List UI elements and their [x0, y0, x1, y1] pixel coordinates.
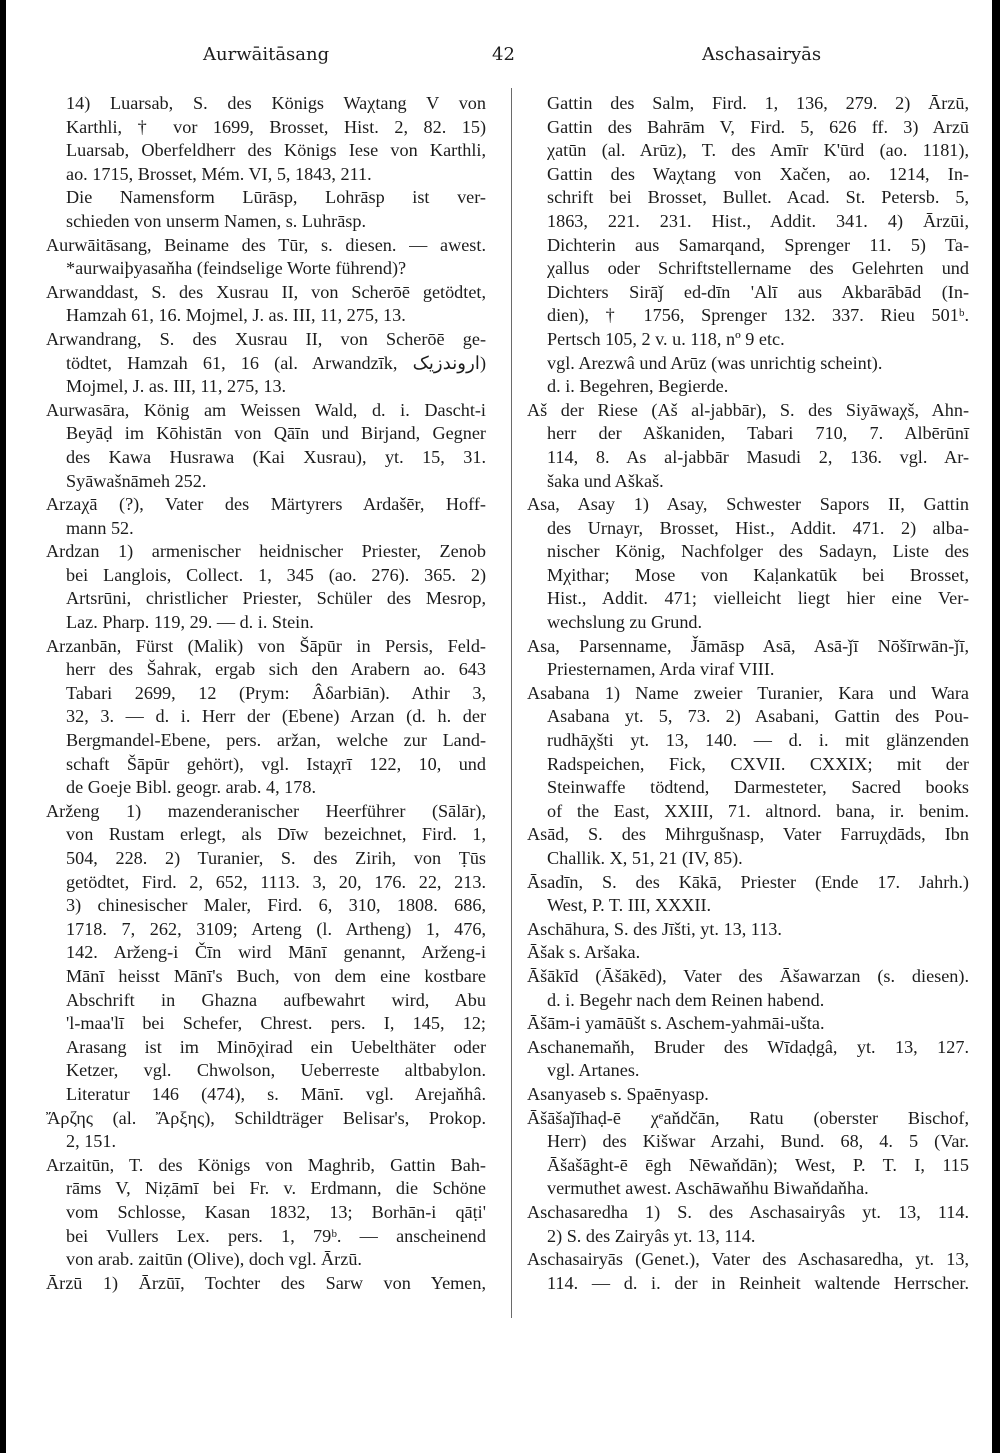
text-line: Arzaitūn, T. des Königs von Maghrib, Gattin Bah- — [46, 1154, 486, 1175]
text-line: getödtet, Fird. 2, 652, 1113. 3, 20, 176. 22, 213. — [66, 871, 486, 892]
text-line: of the East, XXIII, 71. altnord. bana, ir. benim. — [547, 800, 969, 821]
right-column — [527, 92, 969, 1295]
text-line: Gattin des Salm, Fird. 1, 136, 279. 2) Ārzū, — [547, 93, 969, 113]
header-left-catchword: Aurwāitāsang — [203, 44, 330, 65]
text-line: d. i. Begehr nach dem Reinen habend. — [547, 989, 825, 1010]
text-line: Pertsch 105, 2 v. u. 118, nº 9 etc. — [547, 328, 785, 349]
text-line: Āšāšaǰīhaḍ-ē χᵉaňdčān, Ratu (oberster Bischof, — [527, 1107, 969, 1128]
text-line: Aš der Riese (Aš al-jabbār), S. des Siyāwaχš, Ahn- — [527, 399, 969, 420]
text-line: Ἄρζης (al. Ἄρξης), Schildträger Belisar's, Prokop. — [46, 1107, 486, 1128]
text-line: Gattin des Waχtang von Xačen, ao. 1214, In- — [547, 163, 969, 184]
text-line: Aschasaredha 1) S. des Aschasairyâs yt. 13, 114. — [527, 1201, 969, 1222]
text-line: Mojmel, J. as. III, 11, 275, 13. — [66, 376, 287, 397]
text-line: Bergmandel-Ebene, pers. aržan, welche zur Land- — [66, 730, 486, 751]
text-line: Asabana 1) Name zweier Turanier, Kara und Wara — [527, 682, 969, 703]
text-line: Mχithar; Mose von Kaḷankatūk bei Brosset, — [547, 564, 969, 585]
column-divider — [511, 88, 512, 1318]
text-line: Steinwaffe tödtend, Darmesteter, Sacred books — [547, 777, 969, 798]
text-line: 504, 228. 2) Turanier, S. des Zirih, von Ṭūs — [66, 848, 486, 868]
text-line: Hist., Addit. 471; vielleicht liegt hier eine Ver- — [547, 588, 969, 609]
text-line: schaft Šāpūr gehört), vgl. Istaχrī 122, 10, und — [66, 753, 486, 774]
text-line: 14) Luarsab, S. des Königs Waχtang V von — [66, 93, 486, 113]
text-line: dien), † 1756, Sprenger 132. 337. Rieu 501ᵇ. — [547, 305, 969, 326]
text-line: Āšašāght-ē ēgh Nēwaňdān); West, P. T. I, 115 — [547, 1154, 969, 1175]
text-line: Gattin des Bahrām V, Fird. 5, 626 ff. 3) Arzū — [547, 116, 969, 137]
text-line: Die Namensform Lūrāsp, Lohrāsp ist ver- — [66, 187, 486, 208]
text-line: vom Schlosse, Kasan 1832, 13; Borhān-i qāṭi' — [66, 1201, 486, 1222]
text-line: Radspeichen, Fick, CXVII. CXXIX; mit der — [547, 753, 969, 774]
text-line: herr des Šahrak, ergab sich den Arabern ao. 643 — [66, 659, 486, 680]
text-line: herr der Aškaniden, Tabari 710, 7. Albērūnī — [547, 423, 969, 444]
text-line: vgl. Artanes. — [547, 1060, 640, 1081]
text-line: Āšām-i yamāūšt s. Aschem-yahmāi-ušta. — [527, 1013, 825, 1034]
text-line: χallus oder Schriftstellername des Gelehrten und — [547, 258, 969, 279]
text-line: von Rustam erlegt, als Dīw bezeichnet, Fird. 1, — [66, 824, 486, 845]
text-line: χatūn (al. Arūz), T. des Amīr K'ūrd (ao. 1181), — [547, 140, 969, 161]
text-line: Dichters Sirāǰ ed-dīn 'Alī aus Akbarābād (In- — [547, 281, 969, 302]
text-line: des Kawa Husrawa (Kai Xusrau), yt. 15, 31. — [66, 446, 486, 467]
text-line: Laz. Pharp. 119, 29. — d. i. Stein. — [66, 612, 314, 633]
text-line: Asa, Asay 1) Asay, Schwester Sapors II, Gattin — [527, 494, 969, 515]
text-line: Abschrift in Ghazna aufbewahrt wird, Abu — [66, 989, 486, 1010]
text-line: Dichterin aus Samarqand, Sprenger 11. 5) Ta- — [547, 234, 969, 255]
running-header — [6, 44, 992, 74]
text-line: Luarsab, Oberfeldherr des Königs Iese von Karthli, — [66, 140, 486, 161]
text-line: schieden von unserm Namen, s. Luhrāsp. — [66, 210, 367, 231]
text-line: Arzanbān, Fürst (Malik) von Šāpūr in Persis, Feld- — [46, 635, 486, 656]
text-line: Arzaχā (?), Vater des Märtyrers Ardašēr, Hoff- — [46, 494, 486, 515]
text-line: vgl. Arezwâ und Arūz (was unrichtig scheint). — [547, 352, 883, 373]
left-column — [46, 92, 486, 1295]
text-line: Hamzah 61, 16. Mojmel, J. as. III, 11, 275, 13. — [66, 305, 406, 326]
text-line: Syāwašnāmeh 252. — [66, 470, 207, 491]
text-line: mann 52. — [66, 517, 134, 538]
text-line: Tabari 2699, 12 (Prym: Âδarbiān). Athir 3, — [66, 682, 486, 703]
text-line: Beyāḍ im Kōhistān von Qāīn und Birjand, Gegner — [66, 423, 486, 444]
text-line: Ketzer, vgl. Chwolson, Ueberreste altbabylon. — [66, 1060, 486, 1081]
text-line: Ardzan 1) armenischer heidnischer Priester, Zenob — [46, 541, 486, 562]
book-page — [6, 0, 992, 1453]
text-line: Arwanddast, S. des Xusrau II, von Scherōē getödtet, — [46, 281, 486, 302]
text-line: bei Langlois, Collect. 1, 345 (ao. 276). 365. 2) — [66, 564, 486, 585]
text-line: Aurwāitāsang, Beiname des Tūr, s. diesen. — awest. — [46, 234, 486, 255]
text-line: de Goeje Bibl. geogr. arab. 4, 178. — [66, 777, 317, 798]
text-line: 2, 151. — [66, 1131, 117, 1152]
text-line: Arasang ist im Minōχirad ein Uebelthäter oder — [66, 1036, 486, 1057]
text-line: 1718. 7, 262, 3109; Arteng (l. Artheng) 1, 476, — [66, 918, 486, 939]
text-line: Challik. X, 51, 21 (IV, 85). — [547, 848, 743, 868]
text-line: nischer König, Nachfolger des Sadayn, Liste des — [547, 541, 969, 562]
text-line: 3) chinesischer Maler, Fird. 6, 310, 1808. 686, — [66, 895, 486, 916]
text-line: West, P. T. III, XXXII. — [547, 895, 712, 916]
text-line: Āsadīn, S. des Kākā, Priester (Ende 17. Jahrh.) — [527, 871, 969, 892]
text-line: Herr) des Kišwar Arzahi, Bund. 68, 4. 5 (Var. — [547, 1131, 969, 1152]
text-line: Āšak s. Aršaka. — [527, 942, 641, 963]
text-line: Aschasairyās (Genet.), Vater des Aschasaredha, yt. 13, — [527, 1249, 969, 1270]
text-line: Literatur 146 (474), s. Mānī. vgl. Arejaňhâ. — [66, 1083, 486, 1104]
text-line: 1863, 221. 231. Hist., Addit. 341. 4) Ārzūi, — [547, 210, 969, 231]
text-line: bei Vullers Lex. pers. 1, 79ᵇ. — anscheinend — [66, 1225, 486, 1246]
text-line: Asanyaseb s. Spaēnyasp. — [527, 1083, 709, 1104]
header-right-catchword: Aschasairyās — [702, 44, 822, 65]
text-line: 'l-maa'lī bei Schefer, Chrest. pers. I, 145, 12; — [66, 1013, 486, 1034]
text-line: Asabana yt. 5, 73. 2) Asabani, Gattin des Pou- — [547, 706, 969, 727]
text-line: Aschāhura, S. des Jīšti, yt. 13, 113. — [527, 918, 782, 939]
text-line: Mānī heisst Mānī's Buch, von dem eine kostbare — [66, 965, 486, 986]
text-line: schrift bei Brosset, Bullet. Acad. St. Petersb. 5, — [547, 187, 969, 208]
text-line: vermuthet awest. Aschāwaňhu Biwaňdaňha. — [547, 1178, 869, 1199]
text-line: *aurwaiþyasaňha (feindselige Worte führend)? — [66, 258, 407, 279]
text-line: 2) S. des Zairyâs yt. 13, 114. — [547, 1225, 756, 1246]
text-line: des Urnayr, Brosset, Hist., Addit. 471. 2) alba- — [547, 517, 969, 538]
text-line: tödtet, Hamzah 61, 16 (al. Arwandzīk, اروندزیک) — [66, 352, 486, 373]
text-line: Aschanemaňh, Bruder des Wīdaḍgâ, yt. 13, 127. — [527, 1036, 969, 1057]
text-line: ao. 1715, Brosset, Mém. VI, 5, 1843, 211. — [66, 163, 372, 184]
text-line: rudhāχšti yt. 13, 140. — d. i. mit glänzenden — [547, 730, 969, 751]
text-line: Karthli, † vor 1699, Brosset, Hist. 2, 82. 15) — [66, 116, 486, 137]
text-line: 32, 3. — d. i. Herr der (Ebene) Arzan (d. h. der — [66, 706, 486, 727]
text-line: von arab. zaitūn (Olive), doch vgl. Ārzū. — [66, 1249, 362, 1270]
text-line: wechslung zu Grund. — [547, 612, 703, 633]
text-line: Asād, S. des Mihrgušnasp, Vater Farruχdāds, Ibn — [527, 824, 969, 845]
text-line: d. i. Begehren, Begierde. — [547, 376, 729, 397]
text-line: Ārzū 1) Ārzūī, Tochter des Sarw von Yemen, — [46, 1272, 486, 1293]
text-line: Asa, Parsenname, J̌āmāsp Asā, Asā-ǰī Nōšīrwān-ǰī, — [527, 635, 969, 656]
text-line: Arwandrang, S. des Xusrau II, von Scherōē ge- — [46, 328, 486, 349]
text-line: rāms V, Niẓāmī bei Fr. v. Erdmann, die Schöne — [66, 1178, 486, 1199]
text-line: 114. — d. i. der in Reinheit waltende Herrscher. — [547, 1272, 969, 1293]
text-line: Priesternamen, Arda viraf VIII. — [547, 659, 775, 680]
text-line: 142. Arženg-i Čīn wird Mānī genannt, Arženg-i — [66, 942, 486, 963]
text-line: 114, 8. As al-jabbār Masudi 2, 136. vgl. Ar- — [547, 446, 969, 467]
text-line: Arženg 1) mazenderanischer Heerführer (Sālār), — [46, 800, 486, 821]
text-line: Aurwasāra, König am Weissen Wald, d. i. Dascht-i — [46, 399, 486, 420]
page-number: 42 — [492, 44, 515, 65]
text-line: šaka und Aškaš. — [547, 470, 664, 491]
text-line: Artsrūni, christlicher Priester, Schüler des Mesrop, — [66, 588, 486, 609]
text-line: Āšākīd (Āšākēd), Vater des Āšawarzan (s. diesen). — [527, 965, 969, 986]
